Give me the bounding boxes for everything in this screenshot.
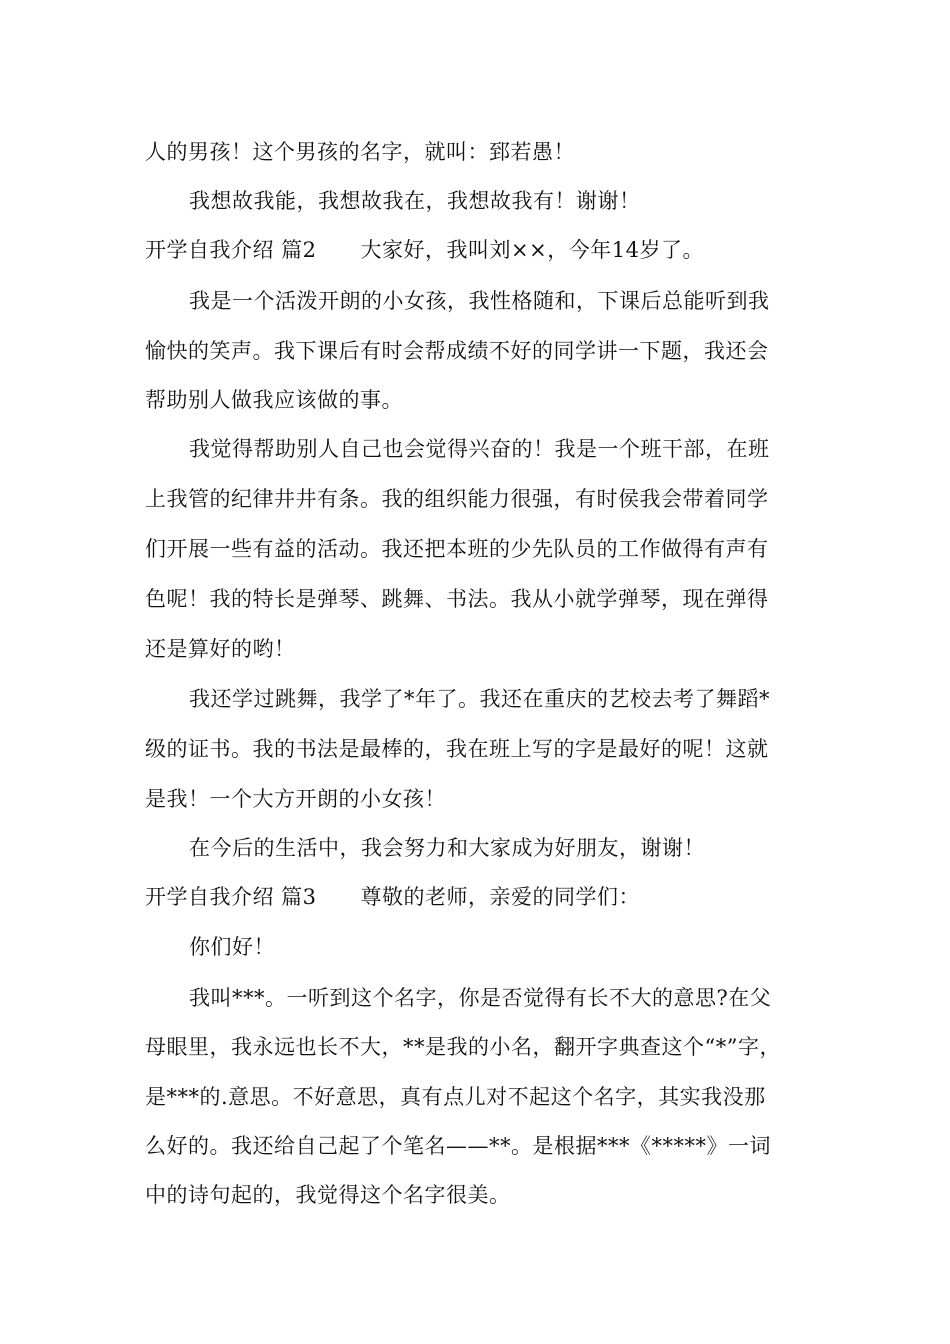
paragraph-line: 帮助别人做我应该做的事。 xyxy=(145,388,403,412)
section-heading xyxy=(145,235,815,265)
paragraph-line: 还是算好的哟！ xyxy=(145,637,296,661)
section-heading-text: 大家好，我叫刘××，今年14岁了。 xyxy=(360,238,704,262)
paragraph-line: 是***的.意思。不好意思，真有点儿对不起这个名字，其实我没那 xyxy=(145,1085,766,1109)
section-heading-text: 尊敬的老师，亲爱的同学们： xyxy=(360,885,641,909)
paragraph-line: 我觉得帮助别人自己也会觉得兴奋的！我是一个班干部，在班 xyxy=(189,437,770,461)
paragraph-line: 么好的。我还给自己起了个笔名——**。是根据***《*****》一词 xyxy=(145,1134,771,1158)
paragraph-line: 色呢！我的特长是弹琴、跳舞、书法。我从小就学弹琴，现在弹得 xyxy=(145,587,769,611)
paragraph-line: 我想故我能，我想故我在，我想故我有！谢谢！ xyxy=(189,189,641,213)
paragraph-line: 我叫***。一听到这个名字，你是否觉得有长不大的意思?在父 xyxy=(189,986,772,1010)
paragraph-line: 我是一个活泼开朗的小女孩，我性格随和，下课后总能听到我 xyxy=(189,289,770,313)
paragraph-line: 上我管的纪律井井有条。我的组织能力很强，有时侯我会带着同学 xyxy=(145,487,769,511)
section-heading xyxy=(145,882,815,912)
paragraph-line: 级的证书。我的书法是最棒的，我在班上写的字是最好的呢！这就 xyxy=(145,737,769,761)
paragraph-line: 是我！一个大方开朗的小女孩！ xyxy=(145,787,446,811)
paragraph-line: 中的诗句起的，我觉得这个名字很美。 xyxy=(145,1183,511,1207)
section-heading-label: 开学自我介绍 篇3 xyxy=(145,885,317,909)
paragraph-line: 我还学过跳舞，我学了*年了。我还在重庆的艺校去考了舞蹈* xyxy=(189,687,770,711)
paragraph-line: 人的男孩！这个男孩的名字，就叫：郅若愚！ xyxy=(145,140,575,164)
section-heading-label: 开学自我介绍 篇2 xyxy=(145,238,317,262)
paragraph-line: 们开展一些有益的活动。我还把本班的少先队员的工作做得有声有 xyxy=(145,537,769,561)
paragraph-line: 在今后的生活中，我会努力和大家成为好朋友，谢谢！ xyxy=(189,836,705,860)
paragraph-line: 母眼里，我永远也长不大，**是我的小名，翻开字典查这个“*”字， xyxy=(145,1035,781,1059)
paragraph-line: 愉快的笑声。我下课后有时会帮成绩不好的同学讲一下题，我还会 xyxy=(145,339,769,363)
paragraph-line: 你们好！ xyxy=(189,935,275,959)
